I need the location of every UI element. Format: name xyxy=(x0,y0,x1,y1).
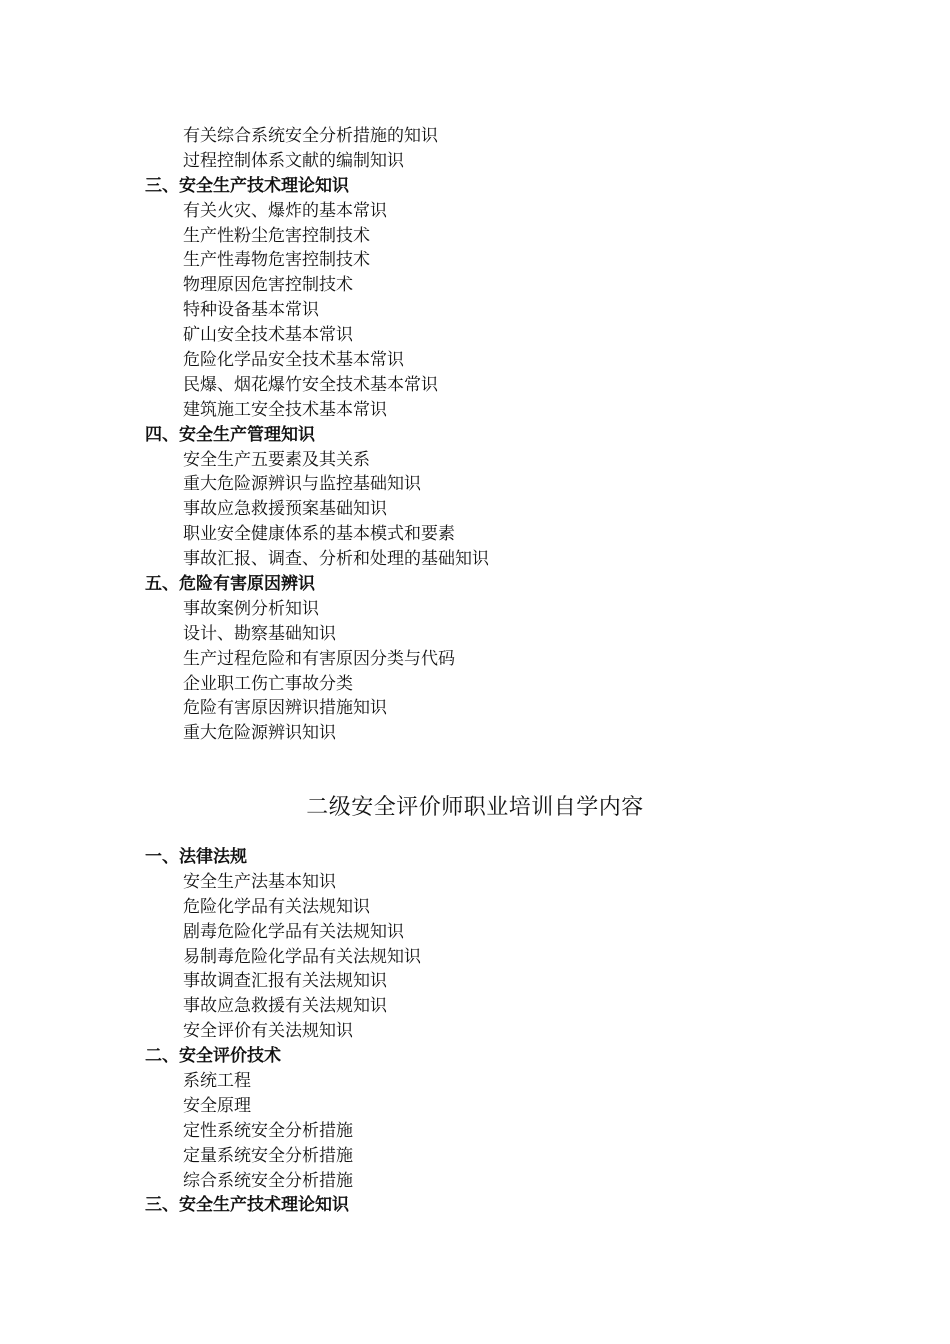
list-item: 有关综合系统安全分析措施的知识 xyxy=(183,126,438,146)
list-item: 定量系统安全分析措施 xyxy=(183,1145,353,1166)
list-item: 特种设备基本常识 xyxy=(183,300,319,321)
list-item: 安全评价有关法规知识 xyxy=(183,1021,353,1042)
section-heading: 一、法律法规 xyxy=(145,847,247,867)
list-item: 重大危险源辨识知识 xyxy=(183,723,336,744)
list-item: 重大危险源辨识与监控基础知识 xyxy=(183,474,421,495)
list-item: 事故应急救援预案基础知识 xyxy=(183,499,387,520)
list-item: 职业安全健康体系的基本模式和要素 xyxy=(183,524,455,545)
list-item: 事故案例分析知识 xyxy=(183,598,319,619)
section-heading: 三、安全生产技术理论知识 xyxy=(145,175,349,196)
list-item: 剧毒危险化学品有关法规知识 xyxy=(183,921,404,942)
list-item: 安全生产法基本知识 xyxy=(183,871,336,892)
list-item: 事故调查汇报有关法规知识 xyxy=(183,971,387,992)
content-list-part1 xyxy=(145,124,845,746)
list-item: 建筑施工安全技术基本常识 xyxy=(183,399,387,420)
list-item: 安全原理 xyxy=(183,1095,251,1116)
list-item: 事故汇报、调查、分析和处理的基础知识 xyxy=(183,549,489,570)
section-heading: 二、安全评价技术 xyxy=(145,1046,281,1067)
list-item: 过程控制体系文献的编制知识 xyxy=(183,150,404,171)
list-item: 危险化学品安全技术基本常识 xyxy=(183,350,404,371)
list-item: 危险有害原因辨识措施知识 xyxy=(183,698,387,719)
list-item: 生产性毒物危害控制技术 xyxy=(183,250,370,271)
section-heading: 四、安全生产管理知识 xyxy=(145,424,315,445)
list-item: 事故应急救援有关法规知识 xyxy=(183,996,387,1017)
list-item: 物理原因危害控制技术 xyxy=(183,275,353,296)
content-list-part2 xyxy=(145,845,845,1218)
list-item: 民爆、烟花爆竹安全技术基本常识 xyxy=(183,374,438,395)
list-item: 综合系统安全分析措施 xyxy=(183,1170,353,1191)
list-item: 易制毒危险化学品有关法规知识 xyxy=(183,946,421,967)
list-item: 定性系统安全分析措施 xyxy=(183,1120,353,1141)
document-title: 二级安全评价师职业培训自学内容 xyxy=(306,795,644,820)
list-item: 危险化学品有关法规知识 xyxy=(183,896,370,917)
list-item: 系统工程 xyxy=(183,1071,251,1092)
list-item: 企业职工伤亡事故分类 xyxy=(183,673,353,694)
list-item: 安全生产五要素及其关系 xyxy=(183,449,370,470)
list-item: 有关火灾、爆炸的基本常识 xyxy=(183,200,387,221)
list-item: 矿山安全技术基本常识 xyxy=(183,325,353,346)
list-item: 生产性粉尘危害控制技术 xyxy=(183,225,370,246)
list-item: 生产过程危险和有害原因分类与代码 xyxy=(183,648,455,669)
section-heading: 五、危险有害原因辨识 xyxy=(145,574,315,595)
section-heading: 三、安全生产技术理论知识 xyxy=(145,1195,349,1216)
list-item: 设计、勘察基础知识 xyxy=(183,623,336,644)
